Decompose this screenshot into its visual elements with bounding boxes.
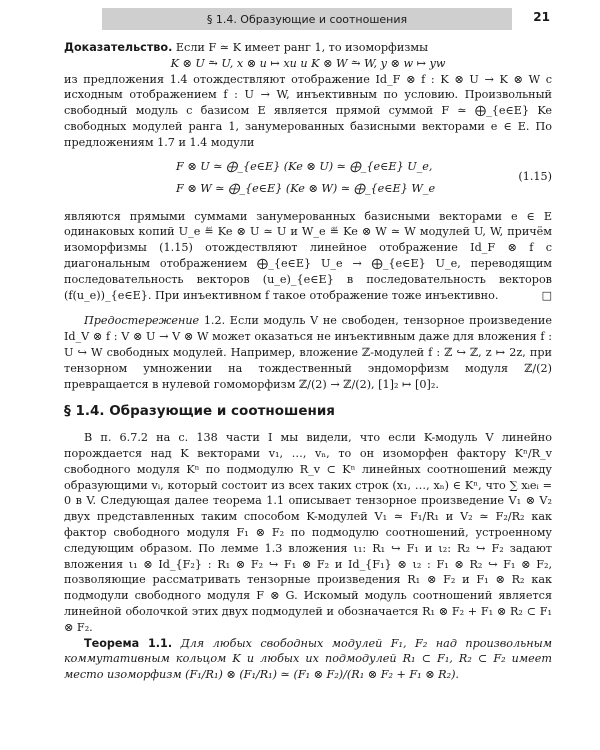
running-header: § 1.4. Образующие и соотношения [102, 8, 512, 30]
proof-paragraph-2 [64, 209, 552, 304]
proof-line1: Если F ≃ K имеет ранг 1, то изоморфизмы [175, 41, 428, 54]
display-equation-2: F ⊗ W ≃ ⨁_{e∈E} (Ke ⊗ W) ≃ ⨁_{e∈E} W_e [176, 181, 436, 195]
display-equation-1: F ⊗ U ≃ ⨁_{e∈E} (Ke ⊗ U) ≃ ⨁_{e∈E} U_e, [176, 159, 433, 173]
section-heading: § 1.4. Образующие и соотношения [64, 403, 335, 420]
warning-text: 1.2. Если модуль V не свободен, тензорное произведение Id_V ⊗ f : V ⊗ U → V ⊗ W может оказаться не инъективным даже для вложения f : U ↪ W свободных модулей. Например, вложение ℤ-модулей f : ℤ ↪ ℤ, z ↦ 2z, при тензорном умножении на тождественный эндоморфизм модуля ℤ/(2) превращается в нулевой гомоморфизм ℤ/(2) → ℤ/(2), [1]₂ ↦ [0]₂. [64, 314, 552, 391]
warning-label: Предостережение [84, 314, 200, 328]
theorem-label: Теорема 1.1. [84, 636, 173, 650]
theorem-paragraph [64, 636, 552, 683]
page-body [64, 40, 552, 683]
proof-paragraph-1: из предложения 1.4 отождествляют отображение Id_F ⊗ f : K ⊗ U → K ⊗ W с исходным отображением f : U → W, инъективным по условию. Произвольный свободный модуль с базисом E является прямой суммой F ≃ ⨁_{e∈E} Ke свободных модулей ранга 1, занумерованных базисными векторами e ∈ E. По предложениям 1.7 и 1.4 модули [64, 72, 552, 149]
equation-number: (1.15) [518, 169, 552, 183]
page-number: 21 [533, 10, 550, 24]
iso-line: K ⊗ U ⥲ U, x ⊗ u ↦ xu и K ⊗ W ⥲ W, y ⊗ w ↦ yw [170, 56, 446, 70]
warning-paragraph [64, 313, 552, 392]
display-equations [64, 157, 552, 203]
section-paragraph: В п. 6.7.2 на с. 138 части I мы видели, что если K-модуль V линейно порождается над K векторами v₁, …, vₙ, то он изоморфен фактору Kⁿ/R_v свободного модуля Kⁿ по подмодулю R_v ⊂ Kⁿ линейных соотношений между образующими vᵢ, который состоит из всех таких строк (x₁, …, xₙ) ∈ Kⁿ, что ∑ xᵢeᵢ = 0 в V. Следующая далее теорема 1.1 описывает тензорное произведение V₁ ⊗ V₂ двух представленных таким способом K-модулей V₁ ≃ F₁/R₁ и V₂ ≃ F₂/R₂ как фактор свободного модуля F₁ ⊗ F₂ по подмодулю соотношений, устроенному следующим образом. По лемме 1.3 вложения ι₁: R₁ ↪ F₁ и ι₂: R₂ ↪ F₂ задают вложения ι₁ ⊗ Id_{F₂} : R₁ ⊗ F₂ ↪ F₁ ⊗ F₂ и Id_{F₁} ⊗ ι₂ : F₁ ⊗ R₂ ↪ F₁ ⊗ F₂, позволяющие рассматривать тензорные произведения R₁ ⊗ F₂ и F₁ ⊗ R₂ как подмодули свободного модуля F ⊗ G. Искомый модуль соотношений является линейной оболочкой этих двух подмодулей и обозначается R₁ ⊗ F₂ + F₁ ⊗ R₂ ⊂ F₁ ⊗ F₂. [64, 431, 552, 634]
proof-intro [64, 40, 552, 56]
qed-symbol: □ [541, 288, 552, 302]
theorem-text: Для любых свободных модулей F₁, F₂ над произвольным коммутативным кольцом K и любых их подмодулей R₁ ⊂ F₁, R₂ ⊂ F₂ имеет место изоморфизм (F₁/R₁) ⊗ (F₁/R₁) ≃ (F₁ ⊗ F₂)/(R₁ ⊗ F₂ + F₁ ⊗ R₂). [64, 636, 553, 682]
proof-paragraph-2-text: являются прямыми суммами занумерованных базисными векторами e ∈ E одинаковых копий U_e ≝ Ke ⊗ U ≃ U и W_e ≝ Ke ⊗ W ≃ W модулей U, W, причём изоморфизмы (1.15) отождествляют линейное отображение Id_F ⊗ f с диагональным отображением ⨁_{e∈E} U_e → ⨁_{e∈E} U_e, переводящим последовательность векторов (u_e)_{e∈E} в последовательность векторов (f(u_e))_{e∈E}. При инъективном f такое отображение тоже инъективно. [64, 209, 552, 302]
proof-label: Доказательство. [64, 41, 173, 54]
